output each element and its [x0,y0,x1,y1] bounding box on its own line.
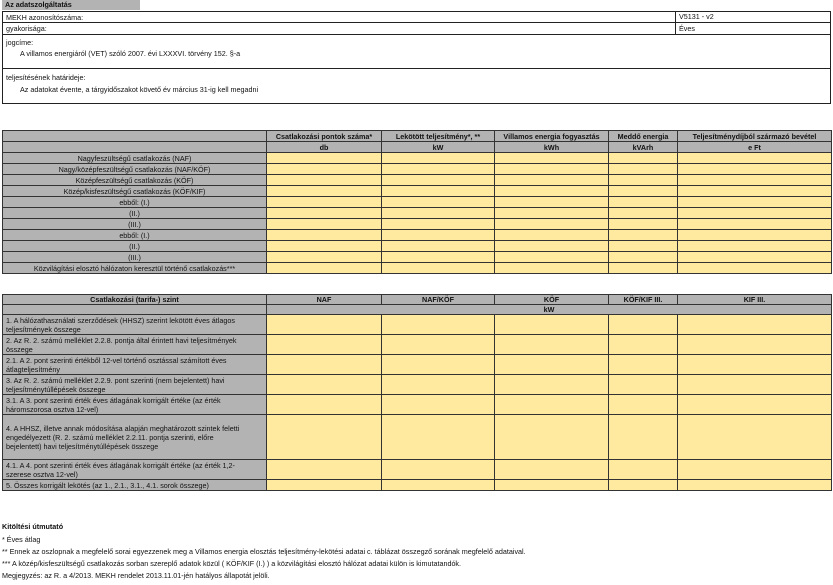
input-cell[interactable] [678,175,832,186]
input-cell[interactable] [678,241,832,252]
table-row [3,208,832,219]
input-cell[interactable] [382,241,495,252]
row-label: (III.) [3,219,267,230]
input-cell[interactable] [678,186,832,197]
table-row [3,263,832,274]
table2-unit-corner [3,305,267,315]
input-cell[interactable] [267,252,382,263]
input-cell[interactable] [609,415,678,460]
table-row [3,415,832,460]
row-label-line: háromszorosa osztva 12-vel) [6,404,99,414]
row-label-line: 3.1. A 3. pont szerinti érték éves átlagának korrigált értéke (az érték [6,395,221,405]
input-cell[interactable] [382,186,495,197]
row-label [3,315,267,335]
input-cell[interactable] [382,335,495,355]
input-cell[interactable] [609,197,678,208]
input-cell[interactable] [267,186,382,197]
frequency-value: Éves [675,23,695,34]
legal-value: A villamos energiáról (VET) szóló 2007. évi LXXXVI. törvény 152. §-a [20,49,241,58]
input-cell[interactable] [609,460,678,480]
input-cell[interactable] [678,252,832,263]
deadline-box [2,69,831,104]
input-cell[interactable] [678,153,832,164]
table2-col-header: KÖF [495,295,609,305]
input-cell[interactable] [609,395,678,415]
input-cell[interactable] [382,252,495,263]
input-cell[interactable] [382,415,495,460]
row-label: (III.) [3,252,267,263]
instructions-line: ** Ennek az oszlopnak a megfelelő sorai egyezzenek meg a Villamos energia elosztás teljesítmény-lekötési adatai c. táblázat összegző sorának megfelelő adataival. [2,547,526,556]
input-cell[interactable] [495,153,609,164]
input-cell[interactable] [495,263,609,274]
table1-unit: kWh [495,142,609,153]
input-cell[interactable] [382,375,495,395]
input-cell[interactable] [495,219,609,230]
frequency-label: gyakorisága: [6,24,47,33]
instructions-line: * Éves átlag [2,535,41,544]
input-cell[interactable] [267,153,382,164]
input-cell[interactable] [267,230,382,241]
row-label-line: 4.1. A 4. pont szerinti érték éves átlagának korrigált értéke (az érték 1,2- [6,460,235,470]
mekh-row [2,11,831,23]
input-cell[interactable] [678,164,832,175]
table1-unit: kW [382,142,495,153]
input-cell[interactable] [495,197,609,208]
table-row [3,197,832,208]
input-cell[interactable] [609,252,678,263]
input-cell[interactable] [382,164,495,175]
table2-header-row [3,295,832,305]
table2-col-header: NAF/KÖF [382,295,495,305]
row-label: Középfeszültségű csatlakozás (KÖF) [3,175,267,186]
legal-basis-box [2,35,831,69]
input-cell[interactable] [609,153,678,164]
input-cell[interactable] [678,415,832,460]
row-label-line: teljesítmények összege [6,324,81,334]
row-label: ebből: (I.) [3,230,267,241]
input-cell[interactable] [267,460,382,480]
row-label-line: 1. A hálózathasználati szerződések (HHSZ) szerint lekötött éves átlagos [6,315,235,325]
input-cell[interactable] [382,480,495,491]
input-cell[interactable] [495,335,609,355]
input-cell[interactable] [678,460,832,480]
table1-header-row [3,131,832,142]
row-label [3,460,267,480]
mekh-value: V5131 - v2 [675,11,714,23]
deadline-value: Az adatokat évente, a tárgyidőszakot követő év március 31-ig kell megadni [20,85,259,94]
row-label-line: átlagteljesítmény [6,364,60,374]
row-label [3,395,267,415]
row-label-line: teljesítménytúllépések összege [6,384,106,394]
input-cell[interactable] [609,335,678,355]
row-label: Közép/kisfeszültségű csatlakozás (KÖF/KIF) [3,186,267,197]
row-label: 5. Összes korrigált lekötés (az 1., 2.1., 3.1., 4.1. sorok összege) [3,480,267,491]
table1-corner [3,131,267,142]
row-label [3,375,267,395]
input-cell[interactable] [678,480,832,491]
table1-unit: e Ft [678,142,832,153]
input-cell[interactable] [382,153,495,164]
input-cell[interactable] [382,175,495,186]
table-row [3,315,832,335]
row-label: (II.) [3,241,267,252]
row-label [3,335,267,355]
mekh-label: MEKH azonosítószáma: [6,13,84,22]
row-label-line: 4. A HHSZ, illetve annak módosítása alapján meghatározott szintek feletti [6,423,240,433]
row-label-line: 2.1. A 2. pont szerinti értékből 12-vel történő osztással számított éves [6,355,227,365]
row-label-line: szerese osztva 12-vel) [6,469,78,479]
input-cell[interactable] [382,395,495,415]
table2-col-header: NAF [267,295,382,305]
input-cell[interactable] [678,208,832,219]
input-cell[interactable] [382,230,495,241]
legal-label: jogcíme: [6,38,34,47]
input-cell[interactable] [267,315,382,335]
instructions-line: *** A közép/kisfeszültségű csatlakozás sorban szereplő adatok közül ( KÖF/KIF (I.) ) a közvilágítási elosztó hálózat adatai külön is kimutatandók. [2,559,462,568]
input-cell[interactable] [678,355,832,375]
input-cell[interactable] [678,219,832,230]
table-row [3,153,832,164]
table2-unit: kW [267,305,832,315]
table1-col-header: Csatlakozási pontok száma* [267,131,382,142]
row-label-line: 2. Az R. 2. számú melléklet 2.2.8. pontja által érintett havi teljesítmények [6,335,237,345]
input-cell[interactable] [495,175,609,186]
input-cell[interactable] [678,230,832,241]
input-cell[interactable] [267,355,382,375]
input-cell[interactable] [678,197,832,208]
input-cell[interactable] [678,335,832,355]
input-cell[interactable] [382,460,495,480]
table-row [3,480,832,491]
input-cell[interactable] [609,355,678,375]
input-cell[interactable] [267,175,382,186]
input-cell[interactable] [267,415,382,460]
input-cell[interactable] [382,315,495,335]
table-row [3,252,832,263]
row-label [3,415,267,460]
input-cell[interactable] [609,219,678,230]
input-cell[interactable] [678,375,832,395]
input-cell[interactable] [382,263,495,274]
input-cell[interactable] [609,263,678,274]
input-cell[interactable] [678,315,832,335]
input-cell[interactable] [495,395,609,415]
input-cell[interactable] [495,241,609,252]
input-cell[interactable] [495,230,609,241]
input-cell[interactable] [609,186,678,197]
input-cell[interactable] [382,208,495,219]
deadline-label: teljesítésének határideje: [6,73,86,82]
input-cell[interactable] [495,460,609,480]
table-row [3,164,832,175]
input-cell[interactable] [382,355,495,375]
table2-unit-row [3,305,832,315]
input-cell[interactable] [267,335,382,355]
input-cell[interactable] [267,164,382,175]
row-label: Nagy/középfeszültségű csatlakozás (NAF/KÖF) [3,164,267,175]
table-row [3,219,832,230]
table-row [3,230,832,241]
row-label: (II.) [3,208,267,219]
input-cell[interactable] [495,252,609,263]
input-cell[interactable] [267,263,382,274]
instructions-note: Megjegyzés: az R. a 4/2013. MEKH rendelet 2013.11.01-jén hatályos állapotát jelöli. [2,571,270,580]
input-cell[interactable] [495,415,609,460]
table1-col-header: Lekötött teljesítmény*, ** [382,131,495,142]
input-cell[interactable] [609,208,678,219]
table-row [3,186,832,197]
input-cell[interactable] [495,315,609,335]
input-cell[interactable] [609,164,678,175]
row-label [3,355,267,375]
input-cell[interactable] [609,480,678,491]
table2-header-label: Csatlakozási (tarifa-) szint [3,295,267,305]
row-label: Közvilágítási elosztó hálózaton keresztül történő csatlakozás*** [3,263,267,274]
row-label-line: 3. Az R. 2. számú melléklet 2.2.9. pont szerinti (nem bejelentett) havi [6,375,225,385]
table-row [3,175,832,186]
input-cell[interactable] [495,186,609,197]
input-cell[interactable] [267,480,382,491]
tariff-level-table [2,294,832,491]
input-cell[interactable] [267,197,382,208]
row-label: ebből: (I.) [3,197,267,208]
instructions-title: Kitöltési útmutató [2,522,64,531]
table1-col-header: Villamos energia fogyasztás [495,131,609,142]
input-cell[interactable] [495,355,609,375]
input-cell[interactable] [609,175,678,186]
table-row [3,395,832,415]
table-row [3,241,832,252]
connection-data-table [2,130,832,274]
row-label-line: összege [6,344,33,354]
input-cell[interactable] [609,230,678,241]
input-cell[interactable] [678,263,832,274]
row-label: Nagyfeszültségű csatlakozás (NAF) [3,153,267,164]
table1-col-header: Teljesítménydíjból származó bevétel [678,131,832,142]
table2-col-header: KÖF/KIF III. [609,295,678,305]
table2-col-header: KIF III. [678,295,832,305]
input-cell[interactable] [267,395,382,415]
table-row [3,335,832,355]
table1-unit-corner [3,142,267,153]
input-cell[interactable] [609,375,678,395]
input-cell[interactable] [267,375,382,395]
input-cell[interactable] [495,208,609,219]
input-cell[interactable] [609,241,678,252]
table1-col-header: Meddő energia [609,131,678,142]
section-title: Az adatszolgáltatás [2,0,140,10]
input-cell[interactable] [495,480,609,491]
input-cell[interactable] [495,164,609,175]
input-cell[interactable] [382,197,495,208]
table1-unit: kVArh [609,142,678,153]
input-cell[interactable] [495,375,609,395]
row-label-line: engedélyezett (R. 2. számú melléklet 2.2.11. pontja szerinti, előre [6,432,214,442]
table-row [3,375,832,395]
input-cell[interactable] [609,315,678,335]
frequency-row [2,23,831,35]
table1-unit-row [3,142,832,153]
row-label-line: bejelentett) havi teljesítménytúllépések összege [6,441,159,451]
table1-unit: db [267,142,382,153]
table-row [3,355,832,375]
input-cell[interactable] [267,241,382,252]
table-row [3,460,832,480]
input-cell[interactable] [267,208,382,219]
input-cell[interactable] [267,219,382,230]
input-cell[interactable] [678,395,832,415]
input-cell[interactable] [382,219,495,230]
